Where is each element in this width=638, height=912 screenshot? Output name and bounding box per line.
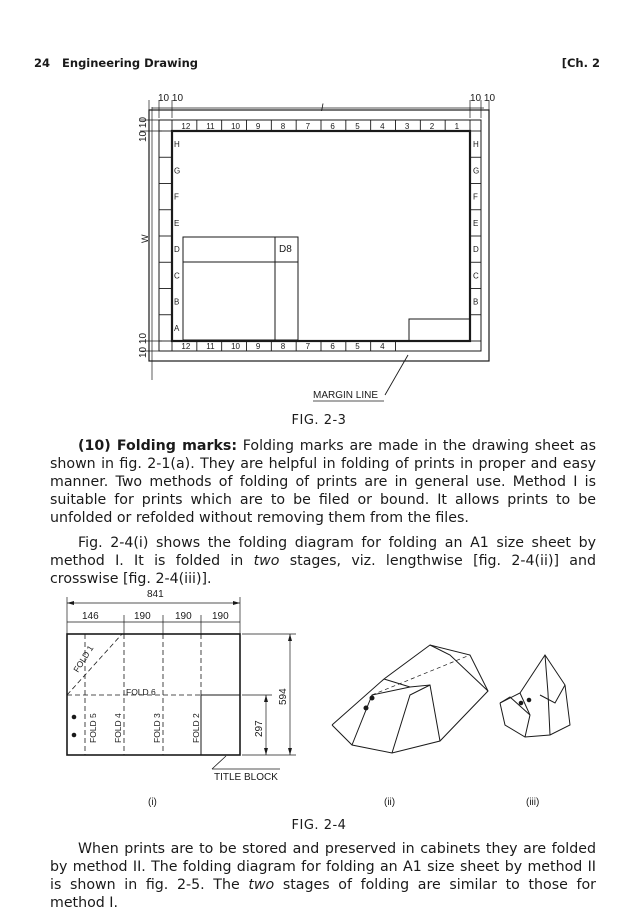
sheet-border <box>149 110 489 361</box>
dim-190-c: 190 <box>212 611 229 622</box>
grid-row-label: H <box>174 140 180 150</box>
fold-1-label: FOLD 1 <box>71 643 96 675</box>
title-leader <box>212 756 226 769</box>
dim-width-symbol: W <box>140 234 150 243</box>
grid-row-label: F <box>473 192 478 202</box>
dim-190-b: 190 <box>175 611 192 622</box>
closing-part1: When prints are to be stored and preserved in cabinets they are folded by method II. The folding diagram for folding an A1 size sheet by method II is shown in fig. 2-5. The <box>50 841 596 893</box>
grid-outer <box>159 120 481 351</box>
dim-top-right: 10 10 <box>470 93 496 104</box>
fold-3-label: FOLD 3 <box>152 713 162 743</box>
fig-2-3-drawing <box>0 0 638 420</box>
arrow-head <box>264 748 268 755</box>
title-block-label: TITLE BLOCK <box>214 772 278 783</box>
grid-col-label: 3 <box>404 122 410 131</box>
dim-length-symbol: l <box>321 103 324 114</box>
grid-col-label: 7 <box>305 342 311 351</box>
title-block <box>409 319 470 341</box>
grid-row-label: H <box>473 140 479 150</box>
arrow-head <box>264 695 268 702</box>
zone-label: D8 <box>279 244 292 255</box>
grid-row-label: C <box>174 271 180 281</box>
grid-col-label: 11 <box>206 342 215 351</box>
fig-2-4-drawing <box>0 575 638 815</box>
para2-part2: stages, viz. lengthwise [fig. 2-4(ii)] and crosswise [fig. 2-4(iii)]. <box>50 553 596 587</box>
fig-2-4-iii-drawing <box>500 655 570 737</box>
page-number: 24 <box>34 56 51 70</box>
dim-146: 146 <box>82 611 99 622</box>
grid-col-label: 8 <box>280 342 286 351</box>
grid-col-label: 5 <box>355 342 360 351</box>
dim-top-left: 10 10 <box>158 93 184 104</box>
drawing-frame <box>172 131 470 341</box>
grid-col-label: 8 <box>280 122 286 131</box>
dim-190-a: 190 <box>134 611 151 622</box>
fig-2-3-caption: FIG. 2-3 <box>291 413 347 428</box>
grid-row-label: C <box>473 271 479 281</box>
grid-col-label: 4 <box>380 122 385 131</box>
grid-row-label: B <box>473 297 479 307</box>
section-folding-marks <box>50 437 596 588</box>
grid-col-label: 7 <box>305 122 311 131</box>
arrow-head <box>67 601 74 605</box>
grid-col-label: 9 <box>255 342 261 351</box>
arrow-head <box>288 634 292 641</box>
grid-row-label: E <box>174 218 180 228</box>
dim-841: 841 <box>147 589 164 600</box>
arrow-head <box>233 601 240 605</box>
grid-row-label: A <box>174 323 180 333</box>
arrow-head <box>288 748 292 755</box>
grid-col-label: 12 <box>181 342 191 351</box>
sub-ii-label: (ii) <box>384 797 396 808</box>
closing-part2: stages of folding are similar to those for method I. <box>50 877 597 911</box>
margin-line-label: MARGIN LINE <box>313 390 379 401</box>
closing-paragraph <box>50 840 596 912</box>
grid-col-label: 10 <box>231 342 240 351</box>
dim-297: 297 <box>254 720 265 737</box>
fold-4-label: FOLD 4 <box>113 713 123 743</box>
grid-col-label: 10 <box>231 122 240 131</box>
grid-col-label: 6 <box>330 342 335 351</box>
punch-hole <box>72 733 77 738</box>
dim-left-top: 10 10 <box>138 116 149 142</box>
grid-col-label: 12 <box>181 122 191 131</box>
grid-col-label: 11 <box>206 122 215 131</box>
grid-row-label: F <box>174 192 179 202</box>
grid-row-label: B <box>174 297 180 307</box>
grid-row-label: E <box>473 218 479 228</box>
grid-row-label: D <box>473 245 479 255</box>
book-title: Engineering Drawing <box>62 56 199 70</box>
fold-5-label: FOLD 5 <box>88 713 98 743</box>
grid-col-label: 1 <box>454 122 460 131</box>
fold-6-label: FOLD 6 <box>126 687 156 697</box>
fig-2-4-ii-drawing <box>332 645 488 753</box>
grid-row-label: G <box>174 166 181 176</box>
fold-2-label: FOLD 2 <box>191 713 201 743</box>
title-block <box>201 695 240 755</box>
sub-i-label: (i) <box>148 797 157 808</box>
grid-row-label: D <box>174 245 180 255</box>
grid-row-label: G <box>473 166 480 176</box>
para2-italic: two <box>253 553 280 569</box>
para2-part1: Fig. 2-4(i) shows the folding diagram for folding an A1 size sheet by method I. It is folded in <box>50 535 596 569</box>
dim-left-bottom: 10 10 <box>138 332 149 358</box>
grid-col-label: 4 <box>380 342 385 351</box>
closing-italic: two <box>248 877 275 893</box>
dim-594: 594 <box>278 688 289 705</box>
sub-iii-label: (iii) <box>526 797 540 808</box>
chapter-label: [Ch. 2 <box>561 56 600 70</box>
grid-col-label: 2 <box>429 122 435 131</box>
grid-col-label: 9 <box>255 122 261 131</box>
grid-col-label: 6 <box>330 122 335 131</box>
section-text: Folding marks are made in the drawing sheet as shown in fig. 2-1(a). They are helpful in folding of prints in proper and easy manner. Two methods of folding of prints are in general use. Method I is suitable for prints which are to be filed or bound. It allows prints to be unfolded or refolded without removing them from the files. <box>50 438 596 526</box>
fig-2-4-caption: FIG. 2-4 <box>291 818 347 833</box>
section-heading: (10) Folding marks: <box>78 438 237 454</box>
grid-col-label: 5 <box>355 122 360 131</box>
punch-hole <box>72 715 77 720</box>
